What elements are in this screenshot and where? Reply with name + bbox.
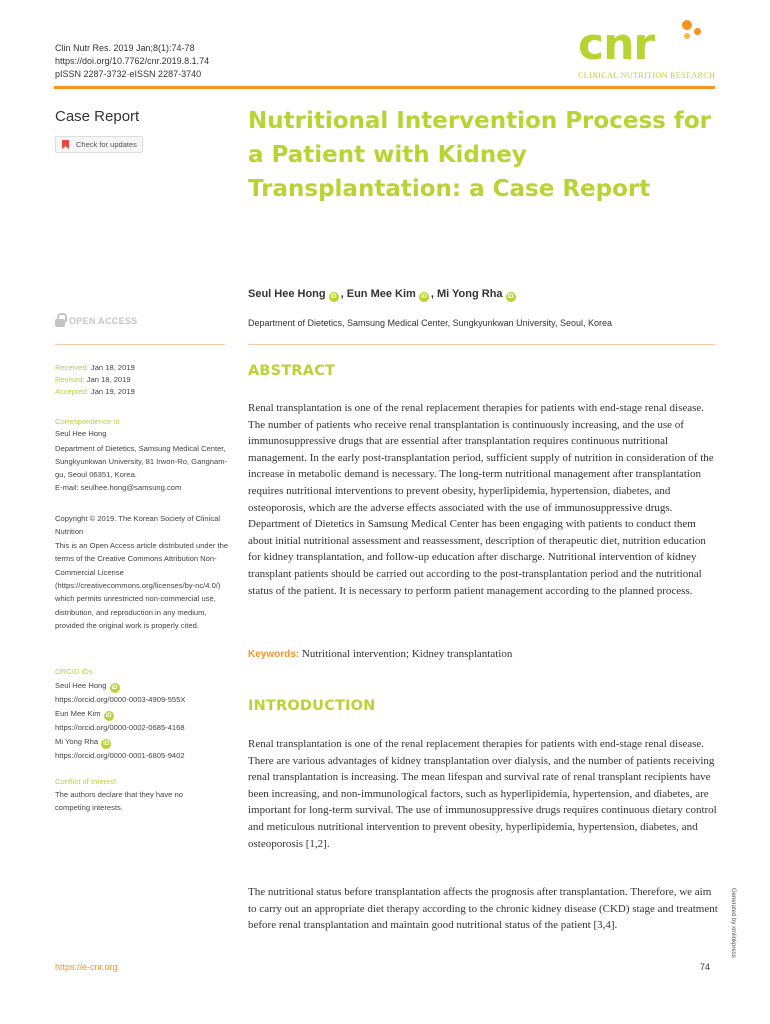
conflict-text: The authors declare that they have no competing interests. xyxy=(55,790,183,812)
orcid-entry: Mi Yong Rha iD xyxy=(55,737,110,747)
journal-citation: Clin Nutr Res. 2019 Jan;8(1):74-78 xyxy=(55,43,195,53)
check-for-updates-button[interactable] xyxy=(55,136,143,153)
article-type: Case Report xyxy=(55,108,140,125)
abstract-heading: ABSTRACT xyxy=(248,363,336,379)
journal-meta xyxy=(55,42,209,81)
correspondence-address: Department of Dietetics, Samsung Medical Center, Sungkyunkwan University, 81 Irwon-Ro, Gangnam-gu, Seoul 06351, Korea. xyxy=(55,444,228,479)
header-divider xyxy=(54,86,715,89)
logo-dot-icon xyxy=(694,28,701,35)
logo-text: cnr xyxy=(578,19,655,70)
author-name: Mi Yong Rha xyxy=(436,288,503,300)
orcid-entry: Seul Hee Hong iD xyxy=(55,681,118,691)
orcid-entry: Eun Mee Kim iD xyxy=(55,709,112,719)
orcid-block xyxy=(55,665,235,763)
revised-date: Revised: Jan 18, 2019 xyxy=(55,375,131,384)
license-text: This is an Open Access article distributed under the terms of the Creative Commons Attribution Non-Commercial License (https://creativecommons.org/licenses/by-nc/4.0/) which permits unrestricted non-commercial use, distribution, and reproduction in any medium, provided the original work is properly cited. xyxy=(55,540,229,631)
received-date: Received: Jan 18, 2019 xyxy=(55,363,135,372)
introduction-paragraph: Renal transplantation is one of the renal replacement therapies for patients with end-stage renal disease. There are various advantages of kidney transplantation over dialysis, and the number of patients receiving renal transplantation is increasing. The mean lifespan and survival rate of renal transplant recipients have been increasing, and non-immunological factors, such as hyperlipidemia, hypertension, and diabetes, are important for long-term survival. The use of immunosuppressive drugs requires continuous dietary control and meticulous nutritional intervention to prevent obesity, hyperlipidemia, hypertension, diabetes, and osteoporosis [1,2]. xyxy=(248,738,717,850)
open-lock-icon xyxy=(55,313,65,327)
copyright-notice: Copyright © 2019. The Korean Society of Clinical Nutrition xyxy=(55,514,221,537)
dates-block xyxy=(55,362,235,398)
orcid-url[interactable]: https://orcid.org/0000-0003-4909-555X xyxy=(55,695,186,704)
issn: pISSN 2287-3732·eISSN 2287-3740 xyxy=(55,69,202,79)
correspondence-heading: Correspondence to xyxy=(55,417,120,426)
correspondence-name: Seul Hee Hong xyxy=(55,429,107,438)
open-access-badge xyxy=(55,313,137,327)
logo-dot-icon xyxy=(682,20,692,30)
accepted-date: Accepted: Jan 19, 2019 xyxy=(55,387,135,396)
sidebar-divider xyxy=(55,344,225,345)
abstract-text: Renal transplantation is one of the renal replacement therapies for patients with end-stage renal disease. The number of patients who receive renal transplantation is continuously increasing, and the use of immunosuppressive drugs that are essential after transplantation requires continuous nutritional management. In the early post-transplantation period, sufficient supply of nutrition in consideration of the increase in metabolic demand is necessary. The long-term nutritional management after transplantation requires nutritional interventions to prevent obesity, hyperlipidemia, hypertension, diabetes, and osteoporosis, which are the adverse effects associated with the use of immunosuppressive drugs. Department of Dietetics in Samsung Medical Center has been engaging with patients to conduct them about initial nutritional assessment and reassessment, description of therapeutic diet, nutrition education for kidney transplantation, and follow-up education after discharge. Nutritional intervention of kidney transplant patients should be carried out according to the post-transplantation period and the nutritional status of the patient. It is necessary to perform patient management according to the planned process. xyxy=(248,402,714,597)
orcid-icon[interactable]: iD xyxy=(111,685,118,691)
copyright-block xyxy=(55,512,235,633)
keywords-text: Nutritional intervention; Kidney transplantation xyxy=(301,648,513,660)
introduction-paragraph: The nutritional status before transplantation affects the prognosis after transplantation. Therefore, we aim to carry out an appropriate diet therapy according to the chronic kidney disease (CKD) stage and treatment before renal transplantation and maintain good nutritional status of the patient [3,4]. xyxy=(248,886,718,932)
orcid-heading: ORCID iDs xyxy=(55,667,93,676)
orcid-url[interactable]: https://orcid.org/0000-0002-0685-4168 xyxy=(55,723,185,732)
article-title: Nutritional Intervention Process for a Patient with Kidney Transplantation: a Case Report xyxy=(248,108,711,202)
author-list: Seul Hee Hong iD , Eun Mee Kim iD , Mi Yong Rha iD xyxy=(248,288,514,300)
check-for-updates-label: Check for updates xyxy=(76,140,137,149)
bookmark-icon xyxy=(62,140,69,149)
conflict-heading: Conflict of Interest xyxy=(55,777,117,786)
logo-subtitle: CLINICAL NUTRITION RESEARCH xyxy=(578,71,716,80)
orcid-icon[interactable]: iD xyxy=(420,294,427,300)
generated-by-label: Generated by xmlinkpress xyxy=(730,888,736,958)
open-access-label: OPEN ACCESS xyxy=(69,316,138,326)
introduction-heading: INTRODUCTION xyxy=(248,698,376,714)
author-name: Seul Hee Hong xyxy=(248,288,326,300)
doi-link[interactable]: https://doi.org/10.7762/cnr.2019.8.1.74 xyxy=(55,56,210,66)
orcid-icon[interactable]: iD xyxy=(330,294,337,300)
orcid-icon[interactable]: iD xyxy=(103,741,110,747)
keywords-label: Keywords: xyxy=(248,649,300,660)
correspondence-block xyxy=(55,416,235,494)
journal-url-link[interactable]: https://e-cnr.org xyxy=(55,962,118,972)
correspondence-email[interactable]: E-mail: seulhee.hong@samsung.com xyxy=(55,483,182,492)
main-divider xyxy=(248,344,715,345)
conflict-block xyxy=(55,775,235,814)
orcid-url[interactable]: https://orcid.org/0000-0001-6805-9402 xyxy=(55,751,185,760)
page-number: 74 xyxy=(700,962,711,972)
affiliation: Department of Dietetics, Samsung Medical Center, Sungkyunkwan University, Seoul, Korea xyxy=(248,318,613,328)
logo-dot-icon xyxy=(684,33,690,39)
keywords xyxy=(248,646,718,664)
orcid-icon[interactable]: iD xyxy=(105,713,112,719)
orcid-icon[interactable]: iD xyxy=(507,294,514,300)
journal-logo xyxy=(578,18,718,84)
author-name: Eun Mee Kim xyxy=(346,288,416,300)
